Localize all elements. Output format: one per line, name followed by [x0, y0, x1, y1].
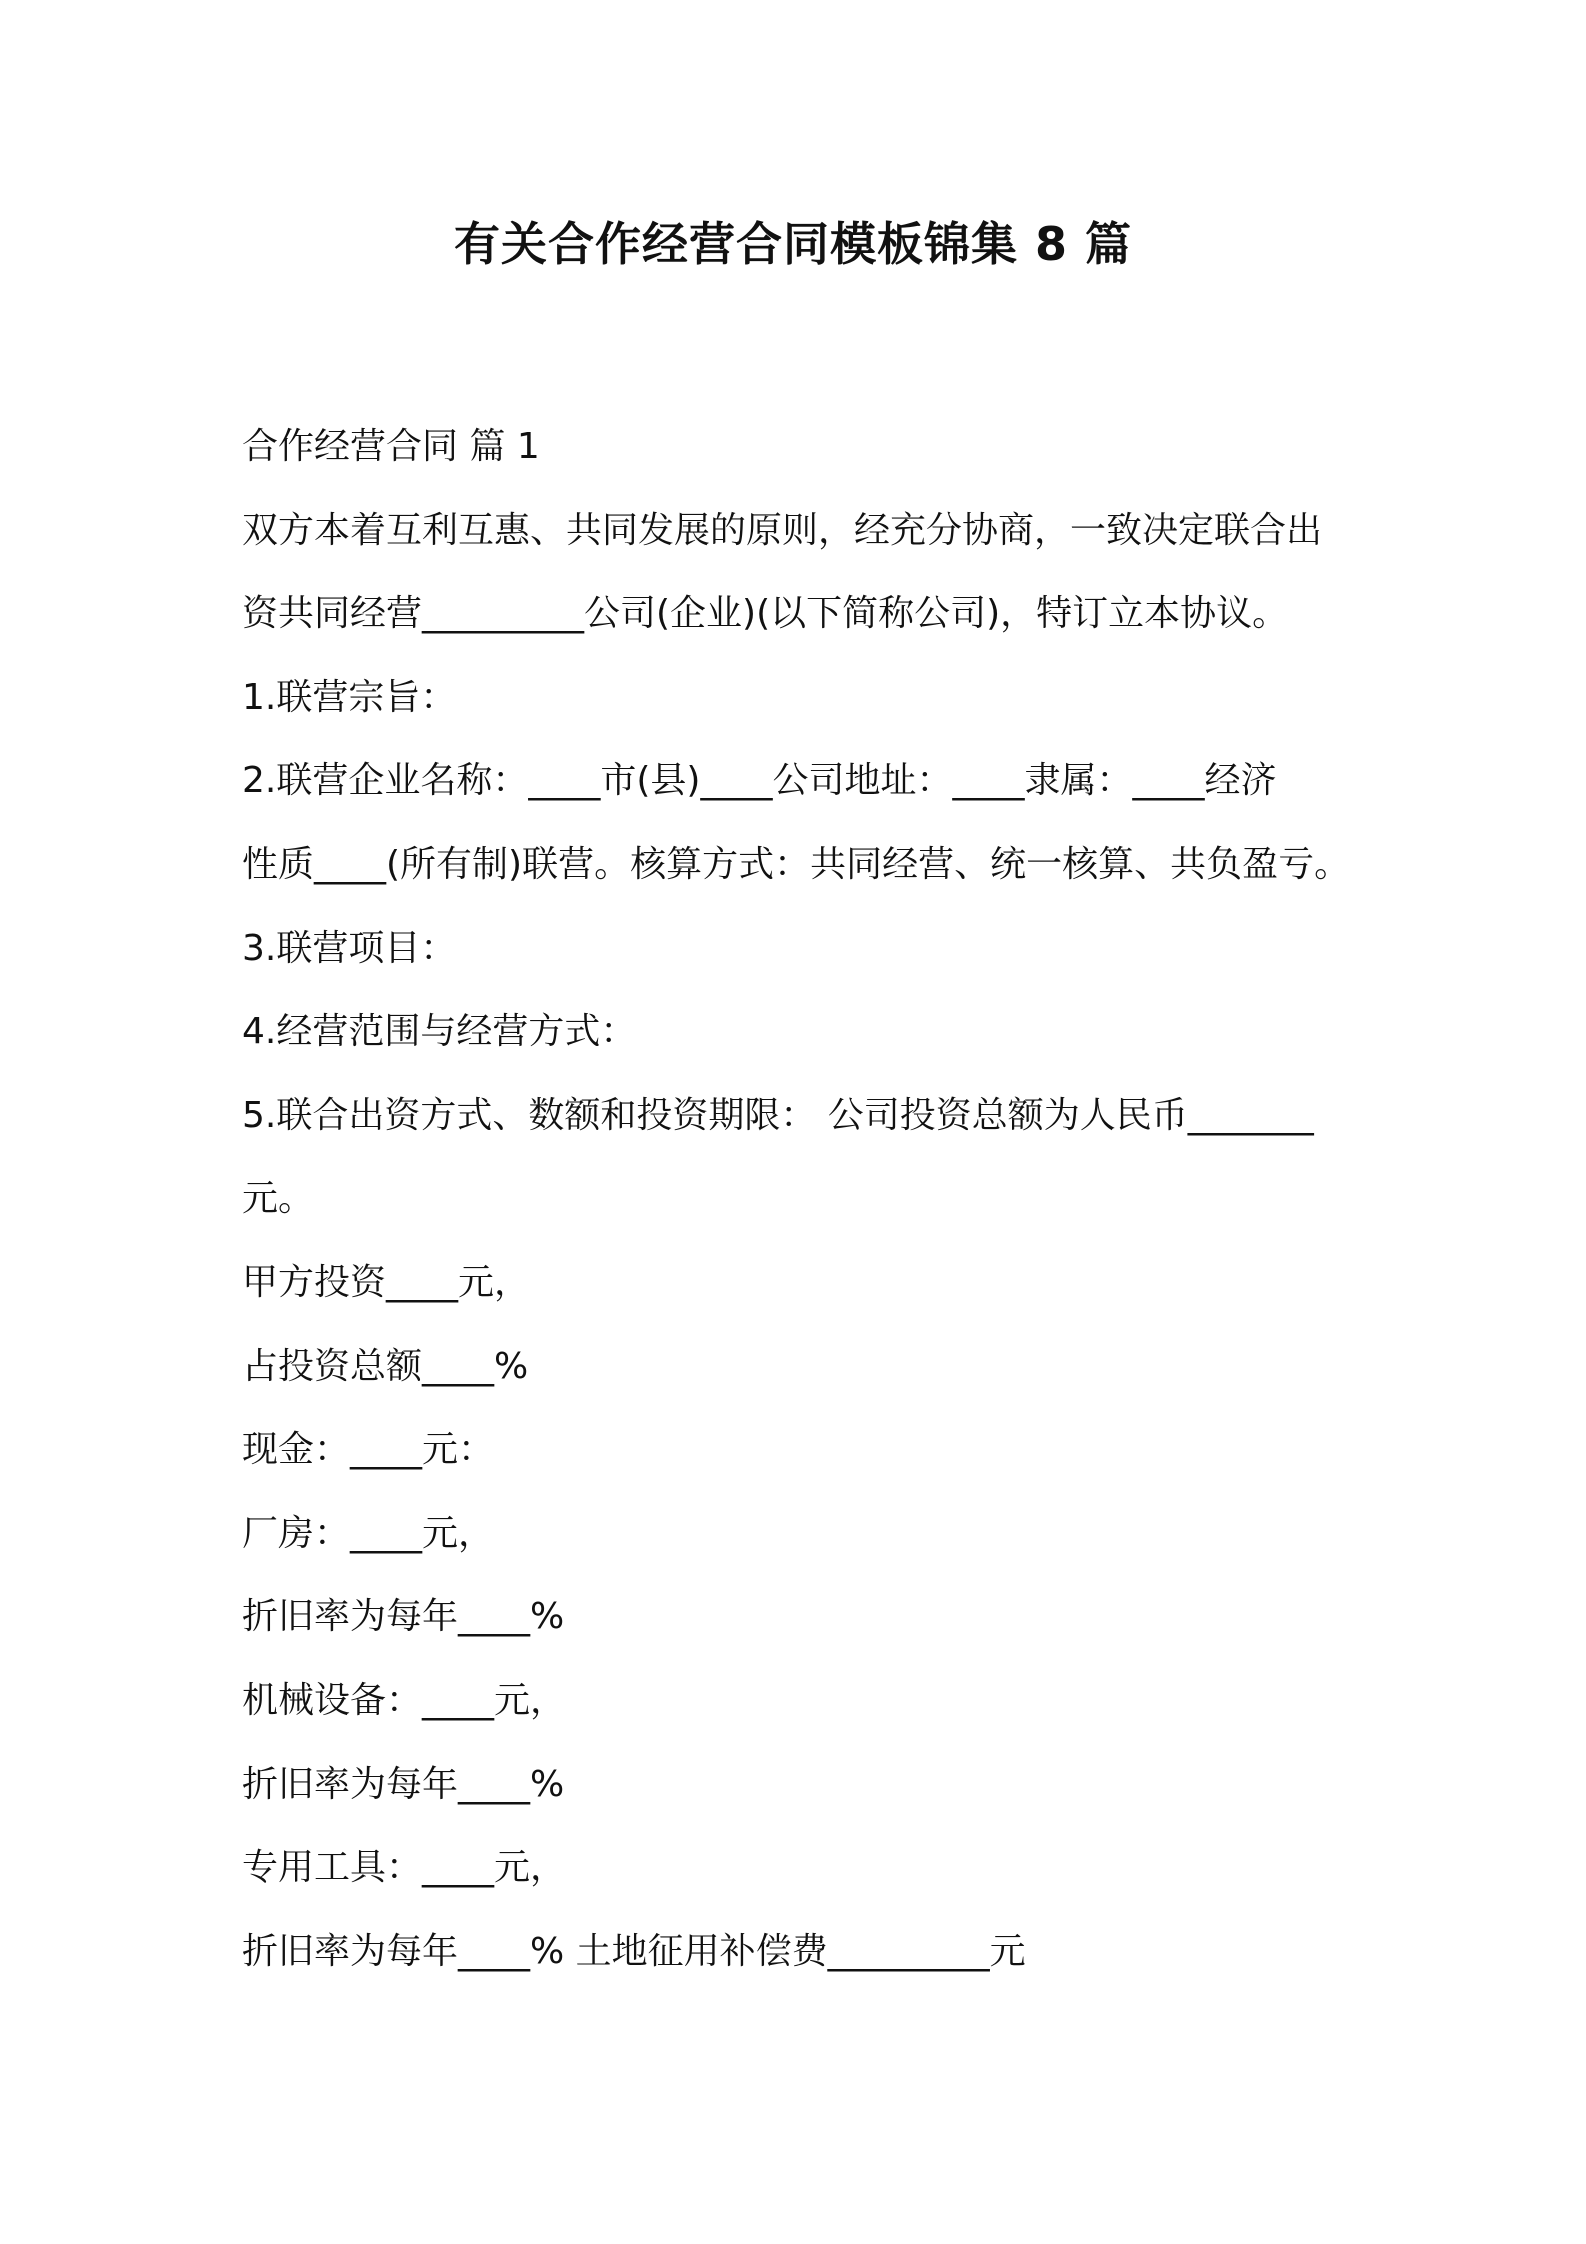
investment-line: 专用工具：____元， [242, 1847, 567, 1889]
document-body [242, 405, 1352, 1993]
investment-line: 占投资总额____% [242, 1345, 529, 1387]
clause-line: 元。 [242, 1178, 315, 1220]
clause-line: 3.联营项目： [242, 927, 457, 969]
clause-line: 4.经营范围与经营方式： [242, 1011, 637, 1053]
investment-line: 甲方投资____元， [242, 1261, 531, 1303]
investment-line: 现金：____元： [242, 1429, 495, 1471]
clause-line: 2.联营企业名称：____市(县)____公司地址：____隶属：____经济 [242, 760, 1277, 802]
investment-line: 折旧率为每年____% [242, 1596, 565, 1638]
clause-line: 5.联合出资方式、数额和投资期限： 公司投资总额为人民币_______ [242, 1094, 1314, 1136]
investment-line: 机械设备：____元， [242, 1679, 567, 1721]
clause-line: 1.联营宗旨： [242, 676, 457, 718]
investment-line: 折旧率为每年____% [242, 1763, 565, 1805]
clause-line: 性质____(所有制)联营。核算方式：共同经营、统一核算、共负盈亏。 [242, 843, 1351, 885]
document-title: 有关合作经营合同模板锦集 8 篇 [453, 217, 1133, 271]
investment-line: 折旧率为每年____% 土地征用补偿费_________元 [242, 1930, 1026, 1972]
section-heading: 合作经营合同 篇 1 [242, 426, 540, 467]
paragraph-line: 资共同经营_________公司(企业)(以下简称公司)，特订立本协议。 [242, 593, 1289, 635]
investment-line: 厂房：____元， [242, 1512, 495, 1554]
paragraph-line: 双方本着互利互惠、共同发展的原则，经充分协商，一致决定联合出 [242, 509, 1323, 551]
